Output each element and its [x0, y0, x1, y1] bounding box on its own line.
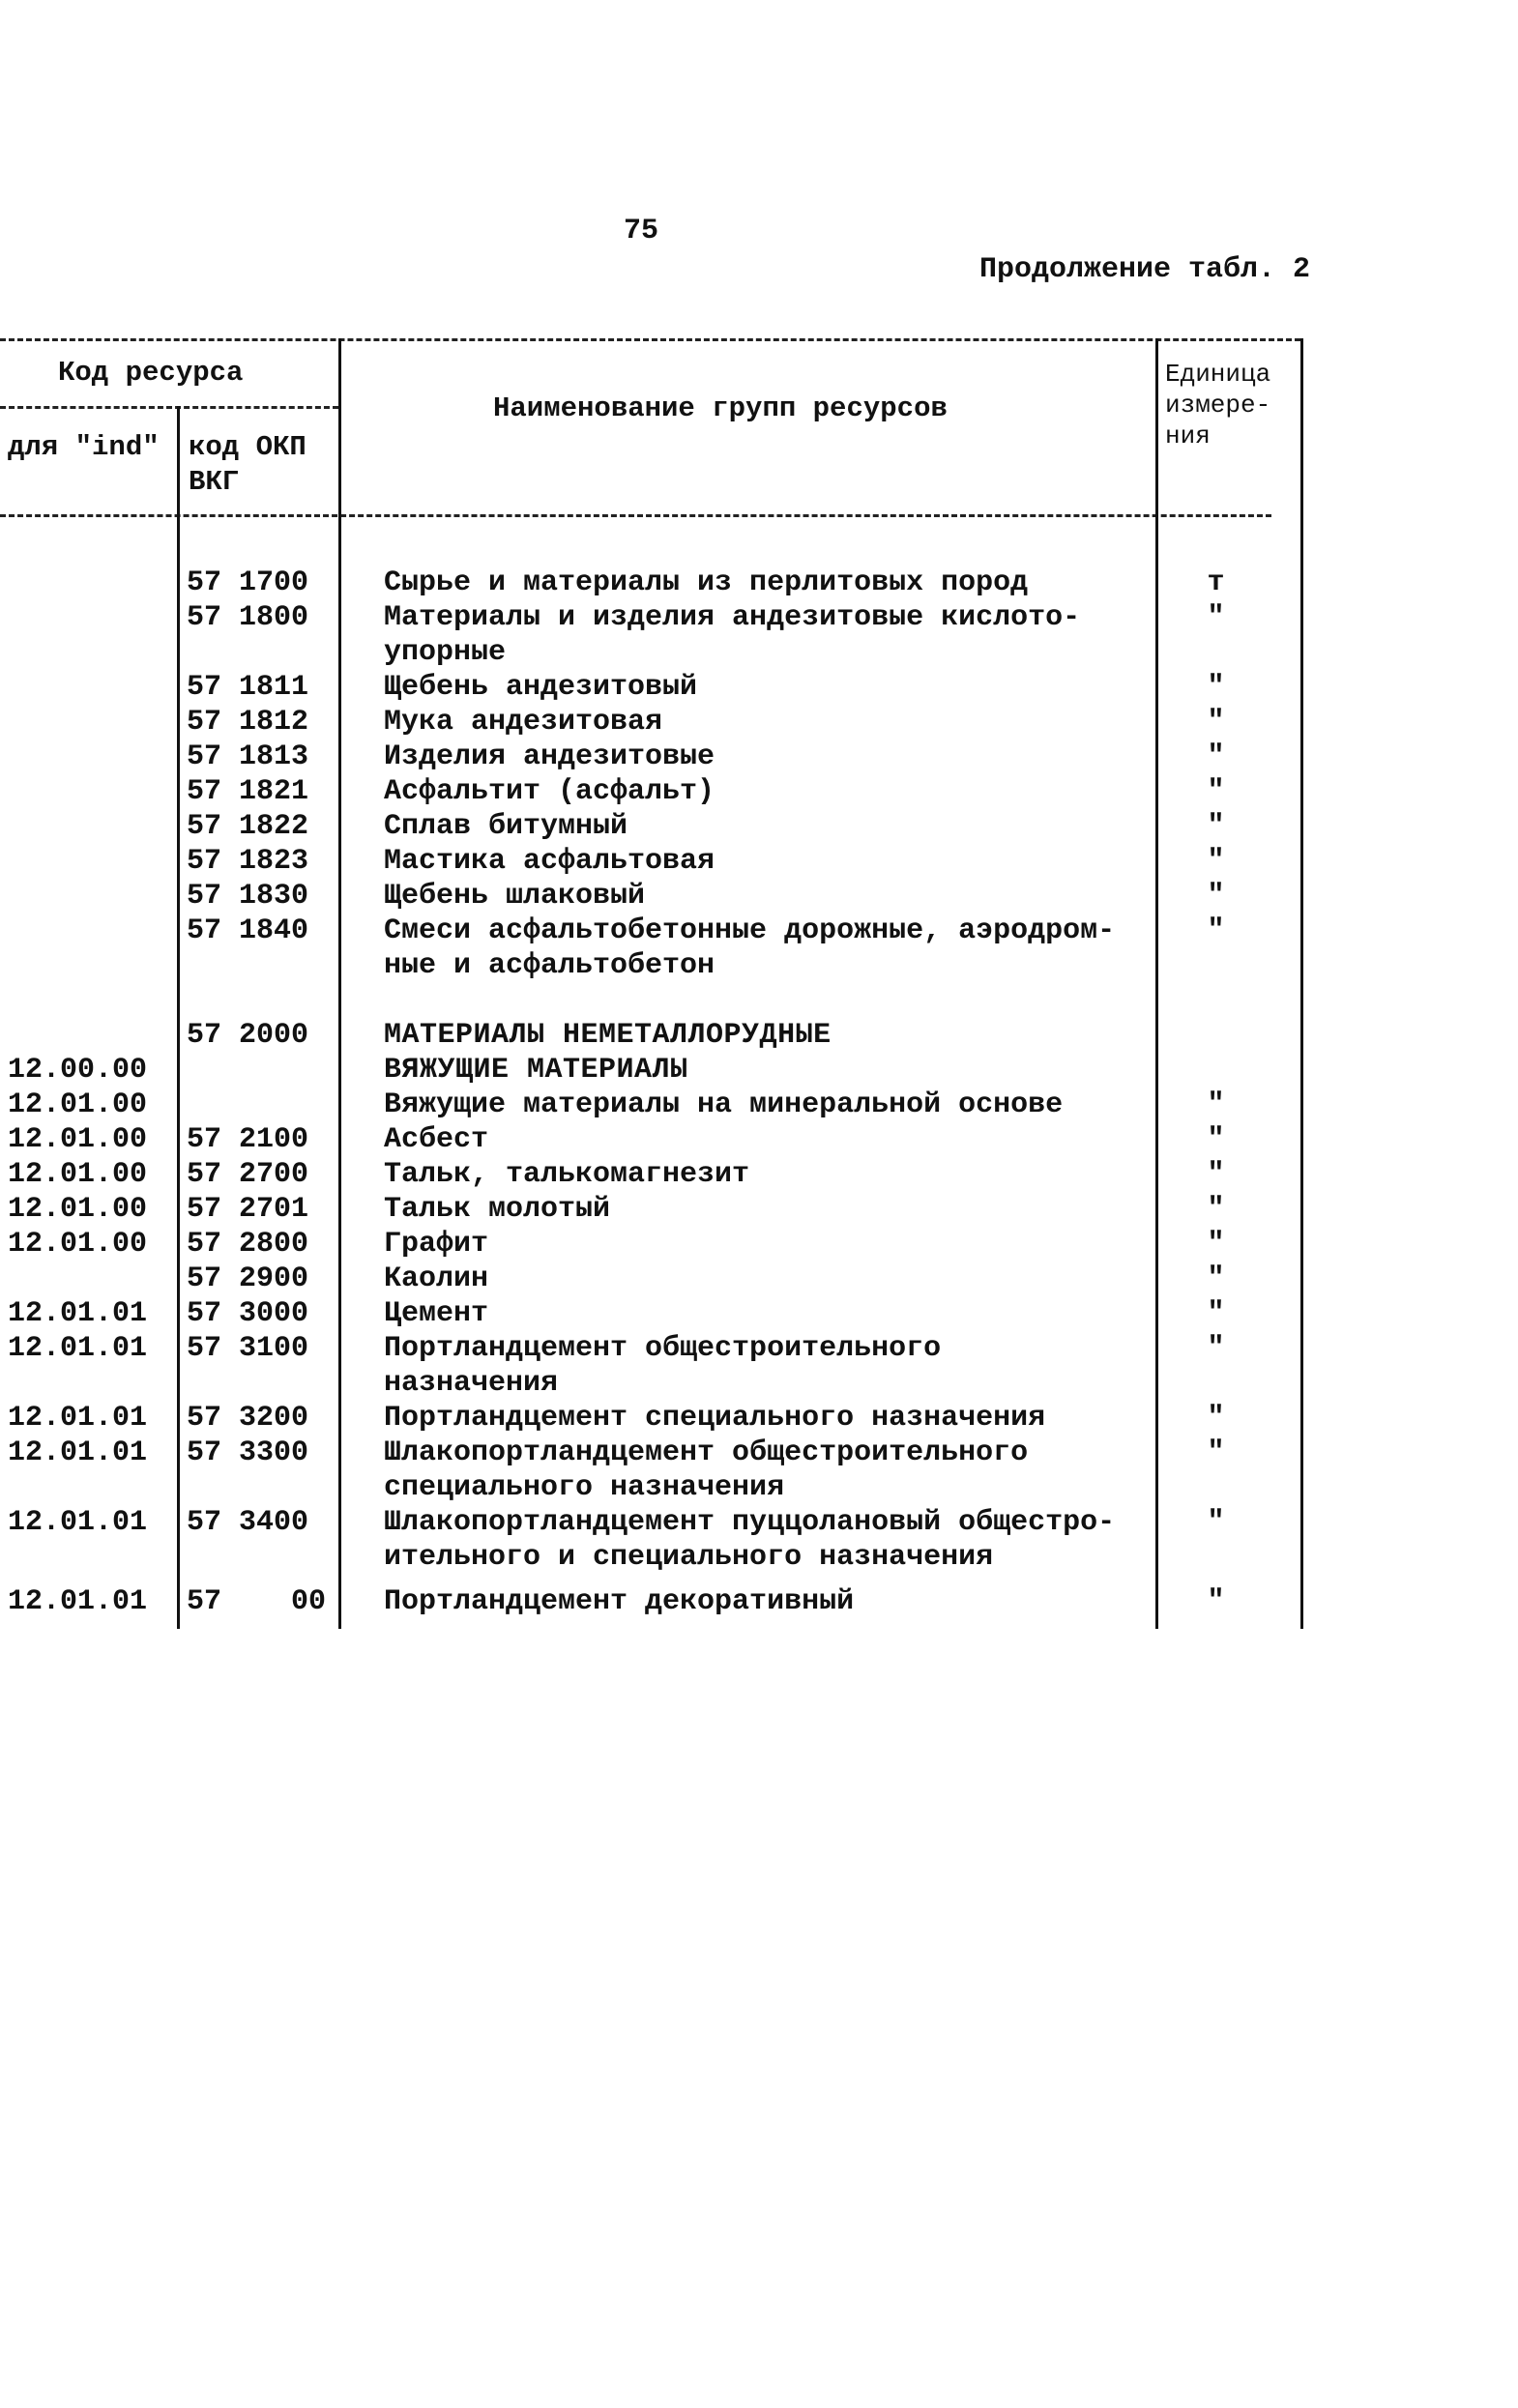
unit: " — [1207, 775, 1225, 808]
ind-code: 12.01.00 — [8, 1158, 148, 1191]
okp-code: 57 2100 — [187, 1123, 309, 1156]
ind-code: 12.01.00 — [8, 1123, 148, 1156]
page-number: 75 — [624, 215, 659, 247]
table-row — [0, 1401, 1518, 1436]
okp-code: 57 3400 — [187, 1506, 309, 1539]
table-row — [0, 844, 1518, 879]
resource-name: Цемент — [384, 1297, 489, 1330]
okp-code: 57 1823 — [187, 845, 309, 878]
unit: " — [1207, 740, 1225, 773]
resource-name: Шлакопортландцемент общестроительного — [384, 1436, 1029, 1469]
unit: " — [1207, 1228, 1225, 1261]
unit: т — [1207, 566, 1225, 599]
resource-name: Тальк, талькомагнезит — [384, 1158, 750, 1191]
okp-code: 57 1813 — [187, 740, 309, 773]
table-row — [0, 1157, 1518, 1192]
okp-code: 57 1811 — [187, 671, 309, 704]
header-name: Наименование групп ресурсов — [493, 392, 948, 424]
table-row — [0, 1584, 1518, 1619]
resource-name: Портландцемент общестроительного — [384, 1332, 942, 1365]
header-unit-line1: Единица — [1165, 360, 1271, 389]
resource-name: ные и асфальтобетон — [384, 949, 715, 982]
resource-name: Мастика асфальтовая — [384, 845, 715, 878]
resource-name: Щебень шлаковый — [384, 880, 646, 913]
okp-code: 57 2700 — [187, 1158, 309, 1191]
resource-name: Асбест — [384, 1123, 489, 1156]
table-continuation-label: Продолжение табл. 2 — [978, 253, 1310, 286]
okp-code: 57 2900 — [187, 1262, 309, 1295]
unit: " — [1207, 1332, 1225, 1365]
table-row — [0, 879, 1518, 914]
resource-name: Сплав битумный — [384, 810, 628, 843]
table-row — [0, 740, 1518, 774]
table-row — [0, 705, 1518, 740]
okp-code: 57 2000 — [187, 1019, 309, 1052]
unit: " — [1207, 1193, 1225, 1226]
ind-code: 12.00.00 — [8, 1054, 148, 1087]
okp-code: 57 1700 — [187, 566, 309, 599]
unit: " — [1207, 706, 1225, 739]
resource-name: назначения — [384, 1367, 559, 1400]
ind-code: 12.01.01 — [8, 1585, 148, 1618]
table-row — [0, 1470, 1518, 1505]
resource-name: специального назначения — [384, 1471, 785, 1504]
okp-code: 57 1800 — [187, 601, 309, 634]
resource-name: Мука андезитовая — [384, 706, 663, 739]
unit: " — [1207, 1262, 1225, 1295]
header-unit-line3: ния — [1165, 421, 1211, 450]
okp-code: 57 00 — [187, 1585, 327, 1618]
resource-name: Портландцемент специального назначения — [384, 1402, 1046, 1435]
ind-code: 12.01.01 — [8, 1506, 148, 1539]
unit: " — [1207, 1402, 1225, 1435]
resource-name: МАТЕРИАЛЫ НЕМЕТАЛЛОРУДНЫЕ — [384, 1019, 832, 1052]
table-row — [0, 1366, 1518, 1401]
table-row — [0, 566, 1518, 600]
table-row — [0, 774, 1518, 809]
table-row — [0, 1088, 1518, 1122]
table-row — [0, 1192, 1518, 1227]
table-row — [0, 1018, 1518, 1053]
table-row — [0, 600, 1518, 635]
table-row — [0, 1262, 1518, 1296]
unit: " — [1207, 880, 1225, 913]
resource-name: Асфальтит (асфальт) — [384, 775, 715, 808]
okp-code: 57 3000 — [187, 1297, 309, 1330]
unit: " — [1207, 1297, 1225, 1330]
ind-code: 12.01.00 — [8, 1193, 148, 1226]
okp-code: 57 3200 — [187, 1402, 309, 1435]
resource-name: Изделия андезитовые — [384, 740, 715, 773]
unit: " — [1207, 810, 1225, 843]
unit: " — [1207, 1123, 1225, 1156]
okp-code: 57 1830 — [187, 880, 309, 913]
ind-code: 12.01.01 — [8, 1436, 148, 1469]
table-row — [0, 1296, 1518, 1331]
header-unit-line2: измере- — [1165, 391, 1271, 420]
okp-code: 57 1822 — [187, 810, 309, 843]
resource-name: ВЯЖУЩИЕ МАТЕРИАЛЫ — [384, 1054, 688, 1087]
table-row — [0, 948, 1518, 983]
ind-code: 12.01.00 — [8, 1088, 148, 1121]
okp-code: 57 2701 — [187, 1193, 309, 1226]
table-row — [0, 1053, 1518, 1088]
okp-code: 57 1840 — [187, 914, 309, 947]
ind-code: 12.01.01 — [8, 1332, 148, 1365]
ind-code: 12.01.01 — [8, 1297, 148, 1330]
table-row — [0, 1436, 1518, 1470]
header-for-ind: для "ind" — [8, 431, 160, 463]
resource-name: Шлакопортландцемент пуццолановый общестро- — [384, 1506, 1116, 1539]
table-top-rule — [0, 338, 1300, 341]
header-bottom-rule — [0, 514, 1271, 517]
table-row — [0, 1227, 1518, 1262]
resource-name: Каолин — [384, 1262, 489, 1295]
okp-code: 57 3100 — [187, 1332, 309, 1365]
header-okp-code-line2: ВКГ — [189, 466, 240, 498]
unit: " — [1207, 1088, 1225, 1121]
resource-name: Портландцемент декоративный — [384, 1585, 855, 1618]
ind-code: 12.01.00 — [8, 1228, 148, 1261]
resource-name: Сырье и материалы из перлитовых пород — [384, 566, 1029, 599]
resource-name: Материалы и изделия андезитовые кислото- — [384, 601, 1081, 634]
unit: " — [1207, 671, 1225, 704]
table-row — [0, 1122, 1518, 1157]
unit: " — [1207, 1585, 1225, 1618]
table-row — [0, 809, 1518, 844]
resource-name: упорные — [384, 636, 507, 669]
header-resource-code: Код ресурса — [58, 357, 244, 389]
resource-name: Графит — [384, 1228, 489, 1261]
unit: " — [1207, 914, 1225, 947]
okp-code: 57 2800 — [187, 1228, 309, 1261]
header-okp-code-line1: код ОКП — [189, 431, 307, 463]
resource-name: Смеси асфальтобетонные дорожные, аэродром- — [384, 914, 1116, 947]
unit: " — [1207, 845, 1225, 878]
resource-name: Вяжущие материалы на минеральной основе — [384, 1088, 1064, 1121]
ind-code: 12.01.01 — [8, 1402, 148, 1435]
table-row — [0, 914, 1518, 948]
okp-code: 57 1812 — [187, 706, 309, 739]
resource-name: Щебень андезитовый — [384, 671, 698, 704]
resource-name: ительного и специального назначения — [384, 1541, 994, 1574]
resource-code-subheader-rule — [0, 406, 338, 409]
unit: " — [1207, 1436, 1225, 1469]
table-row — [0, 1540, 1518, 1575]
okp-code: 57 3300 — [187, 1436, 309, 1469]
table-row — [0, 635, 1518, 670]
resource-name: Тальк молотый — [384, 1193, 611, 1226]
okp-code: 57 1821 — [187, 775, 309, 808]
table-row — [0, 1505, 1518, 1540]
unit: " — [1207, 1158, 1225, 1191]
unit: " — [1207, 1506, 1225, 1539]
table-row — [0, 1331, 1518, 1366]
table-row — [0, 670, 1518, 705]
unit: " — [1207, 601, 1225, 634]
